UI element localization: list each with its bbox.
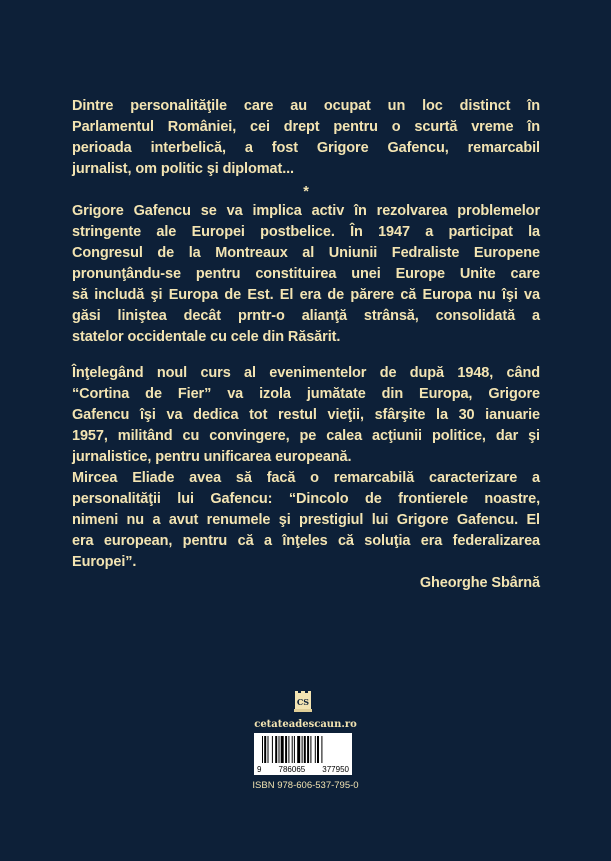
text-line: stringente ale Europei postbelice. În 1947 a participat la [72, 224, 540, 240]
text-line: 1957, militând cu convingere, pe calea acţiunii politice, dar şi [72, 428, 540, 444]
barcode-bar [304, 736, 306, 763]
text-line: personalităţii lui Gafencu: “Dincolo de frontierele noastre, [72, 491, 540, 507]
barcode [254, 733, 352, 775]
barcode-digits-mid: 786065 [278, 765, 306, 774]
barcode-bar [294, 736, 295, 763]
text-line: Congresul de la Montreaux al Uniunii Fedraliste Europene [72, 245, 540, 261]
barcode-bar [268, 736, 269, 763]
text-line: Dintre personalităţile care au ocupat un loc distinct în [72, 98, 540, 114]
barcode-bar [275, 736, 277, 763]
text-line: să includă şi Europa de Est. El era de părere că Europa nu îşi va [72, 287, 540, 303]
barcode-digits-right: 377950 [322, 765, 349, 774]
text-line: perioada interbelică, a fost Grigore Gafencu, remarcabil [72, 140, 540, 156]
barcode-bar [288, 736, 289, 763]
text-line: “Cortina de Fier” va izola jumătate din Europa, Grigore [72, 386, 540, 402]
separator-asterisk: * [303, 184, 309, 200]
barcode-bar [310, 736, 311, 763]
paragraph-4 [72, 468, 540, 573]
barcode-bar [302, 736, 303, 763]
text-line: găsi liniştea decât prntr-o alianţă strânsă, consolidată a [72, 308, 540, 324]
text-line: Înţelegând noul curs al evenimentelor de după 1948, când [72, 365, 540, 381]
barcode-bar [264, 736, 266, 763]
text-line: era european, pentru că a înţeles că soluţia era federalizarea [72, 533, 540, 549]
text-line: jurnalist, om politic şi diplomat... [72, 161, 294, 177]
svg-text:CS: CS [296, 697, 310, 707]
text-line: pronunţându-se pentru constituirea unei Europe Unite care [72, 266, 540, 282]
barcode-bar [279, 736, 280, 763]
publisher-url: cetateadescaun.ro [254, 719, 357, 730]
text-line: nimeni nu a avut renumele şi prestigiul lui Grigore Gafencu. El [72, 512, 540, 528]
author-signature: Gheorghe Sbârnă [419, 575, 540, 591]
barcode-bar [281, 736, 284, 763]
barcode-bar [321, 736, 322, 763]
publisher-logo-icon [293, 689, 313, 713]
text-line: jurnalistice, pentru unificarea europeană. [72, 449, 352, 465]
text-line: Europei”. [72, 554, 137, 570]
text-line: Gafencu îşi va dedica tot restul vieţii, sfârşite la 30 ianuarie [72, 407, 540, 423]
paragraph-3 [72, 363, 540, 468]
barcode-digit-left: 9 [257, 765, 262, 774]
paragraph-1 [72, 96, 540, 180]
barcode-bar [317, 736, 319, 763]
barcode-bar [285, 736, 287, 763]
text-line: Parlamentul României, cei drept pentru o scurtă vreme în [72, 119, 540, 135]
text-line: Grigore Gafencu se va implica activ în rezolvarea problemelor [72, 203, 540, 219]
barcode-bar [292, 736, 293, 763]
barcode-bar [315, 736, 316, 763]
paragraph-2 [72, 201, 540, 348]
text-line: statelor occidentale cu cele din Răsărit. [72, 329, 341, 345]
text-line: Mircea Eliade avea să facă o remarcabilă caracterizare a [72, 470, 540, 486]
barcode-bars [254, 733, 352, 765]
barcode-bar [262, 736, 263, 763]
barcode-bar [307, 736, 309, 763]
back-cover-text [72, 96, 540, 594]
barcode-bar [297, 736, 300, 763]
barcode-bar [272, 736, 273, 763]
isbn: ISBN 978-606-537-795-0 [252, 780, 359, 791]
